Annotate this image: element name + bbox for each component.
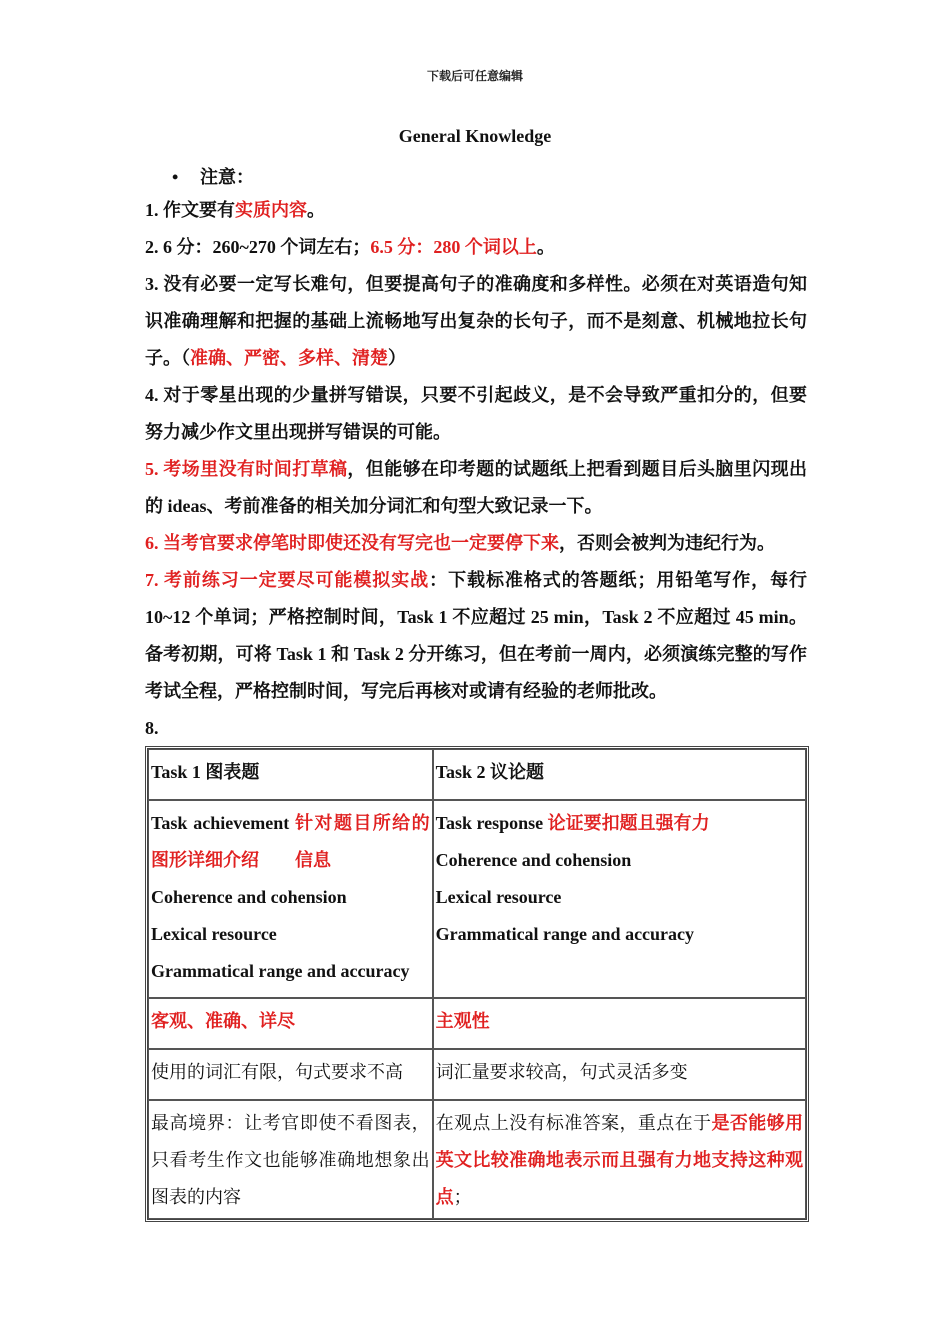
table-cell <box>433 998 806 1049</box>
note-text: ，否则会被判为违纪行为。 <box>559 533 775 553</box>
criterion-note: 论证要扣题且强有力 <box>547 813 710 833</box>
note-number: 2. <box>145 237 163 257</box>
table-cell <box>148 998 433 1049</box>
criterion-label: Coherence and cohension <box>435 850 632 870</box>
task1-header: Task 1 图表题 <box>151 762 260 782</box>
note-text: 6 分：260~270 个词左右； <box>163 237 371 257</box>
note-item-2 <box>145 229 807 266</box>
page-title: General Knowledge <box>398 126 552 146</box>
table-cell <box>433 749 806 800</box>
table-cell <box>433 1100 806 1219</box>
note-item-6 <box>145 525 807 562</box>
note-text: ，但能够在印考题的试题纸上把看到题目后头脑里闪现出的 ideas、考前准备的相关加分词汇和句型大致记录一下。 <box>145 459 808 516</box>
note-number: 4. <box>145 385 164 405</box>
notes-body <box>145 192 807 747</box>
table-cell <box>148 800 433 998</box>
comparison-table <box>145 746 809 1222</box>
note-highlight: 准确、严密、多样、清楚 <box>190 348 388 368</box>
note-highlight: 考前练习一定要尽可能模拟实战 <box>163 570 430 590</box>
note-highlight: 考场里没有时间打草稿 <box>163 459 348 479</box>
note-number: 5. <box>145 459 164 479</box>
table-row <box>148 1049 806 1100</box>
style-note: 客观、准确、详尽 <box>151 1011 295 1031</box>
style-note: 主观性 <box>435 1011 490 1031</box>
note-item-7 <box>145 562 807 710</box>
note-text: 作文要有 <box>163 200 235 220</box>
table-cell <box>148 749 433 800</box>
criterion-label: Coherence and cohension <box>151 887 347 907</box>
note-item-3 <box>145 266 807 377</box>
table-row <box>148 1100 806 1219</box>
table-row <box>148 749 806 800</box>
note-number: 7. <box>145 570 164 590</box>
note-highlight: 6.5 分：280 个词以上 <box>370 237 537 257</box>
note-text: ：下载标准格式的答题纸；用铅笔写作，每行 10~12 个单词；严格控制时间，Task 1 不应超过 25 min，Task 2 不应超过 45 min。备考初期，可将 Task 1 和 Task 2 分开练习，但在考前一周内，必须演练完整的写作考试全程，严格控制时间，写完后再核对或请有经验的老师批改。 <box>145 570 808 701</box>
ideal-note: ； <box>453 1187 472 1207</box>
bullet-icon: • <box>172 167 179 187</box>
table-cell <box>433 1049 806 1100</box>
vocab-note: 使用的词汇有限，句式要求不高 <box>151 1062 403 1082</box>
note-number: 1. <box>145 200 163 220</box>
table-cell <box>433 800 806 998</box>
note-item-8 <box>145 710 807 747</box>
note-item-1 <box>145 192 807 229</box>
table-row <box>148 800 806 998</box>
note-number: 3. <box>145 274 164 294</box>
criterion-label: Grammatical range and accuracy <box>435 924 695 944</box>
note-text: 对于零星出现的少量拼写错误，只要不引起歧义，是不会导致严重扣分的，但要努力减少作文里出现拼写错误的可能。 <box>145 385 808 442</box>
ideal-highlight: 是否能够用英文比较准确地表示而且强有力地支持这种观点 <box>435 1113 804 1207</box>
note-highlight: 当考官要求停笔时即使还没有写完也一定要停下来 <box>163 533 559 553</box>
note-text: 没有必要一定写长难句，但要提高句子的准确度和多样性。必须在对英语造句知识准确理解和把握的基础上流畅地写出复杂的长句子，而不是刻意、机械地拉长句子。（ <box>145 274 808 368</box>
criterion-note: 针对题目所给的图形详细介绍 信息 <box>151 813 430 870</box>
note-number: 6. <box>145 533 163 553</box>
criterion-label: Grammatical range and accuracy <box>151 961 410 981</box>
note-item-4 <box>145 377 807 451</box>
page-header: 下载后可任意编辑 <box>426 69 523 83</box>
note-text: 。 <box>536 237 555 257</box>
task2-header: Task 2 议论题 <box>435 762 544 782</box>
table-cell <box>148 1100 433 1219</box>
vocab-note: 词汇量要求较高，句式灵活多变 <box>435 1062 688 1082</box>
note-text: 。 <box>307 200 325 220</box>
note-number: 8. <box>145 718 159 738</box>
notice-line <box>172 163 254 189</box>
note-text: ） <box>388 348 406 368</box>
criterion-label: Lexical resource <box>151 924 277 944</box>
criterion-label: Task achievement <box>151 813 296 833</box>
ideal-note: 最高境界：让考官即使不看图表，只看考生作文也能够准确地想象出图表的内容 <box>151 1113 430 1207</box>
criterion-label: Lexical resource <box>435 887 562 907</box>
criterion-label: Task response <box>435 813 548 833</box>
table-cell <box>148 1049 433 1100</box>
note-item-5 <box>145 451 807 525</box>
table-row <box>148 998 806 1049</box>
notice-label: 注意： <box>200 167 254 187</box>
ideal-note: 在观点上没有标准答案，重点在于 <box>435 1113 712 1133</box>
note-highlight: 实质内容 <box>235 200 307 220</box>
